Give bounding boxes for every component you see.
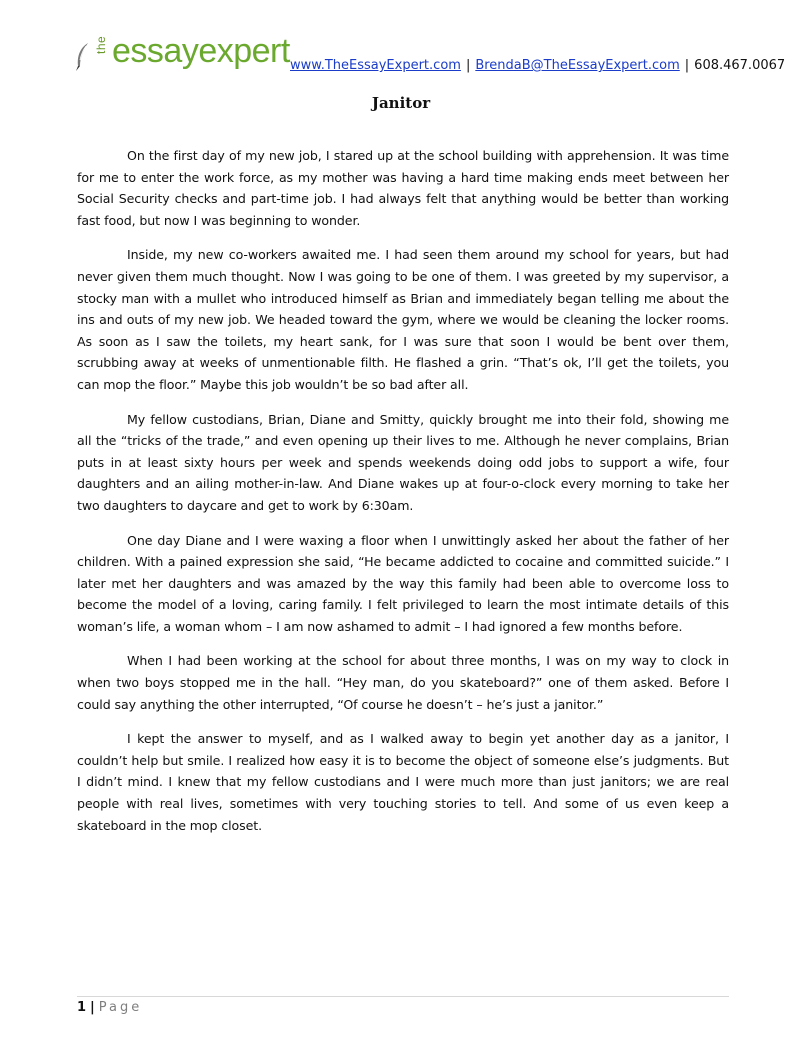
phone-number: 608.467.0067 [694,58,786,73]
quill-pen-icon [74,42,92,72]
paragraph: Inside, my new co-workers awaited me. I had seen them around my school for years, but had never given them much thought. Now I was going to be one of them. I was greeted by my supervisor, a stocky man with a mullet who introduced himself as Brian and immediately began telling me about the ins and outs of my new job. We headed toward the gym, where we would be cleaning the locker rooms. As soon as I saw the toilets, my heart sank, for I was sure that soon I would be bent over them, scrubbing away at weeks of unmentionable filth. He flashed a grin. “That’s ok, I’ll get the toilets, you can mop the floor.” Maybe this job wouldn’t be so bad after all. [77,247,729,392]
essay-title: Janitor [371,94,431,112]
paragraph: One day Diane and I were waxing a floor when I unwittingly asked her about the father of her children. With a pained expression she said, “He became addicted to cocaine and committed suicide.” I later met her daughters and was amazed by the way this family had been able to overcome loss to become the model of a loving, caring family. I felt privileged to learn the most intimate details of this woman’s life, a woman whom – I am now ashamed to admit – I had ignored a few months before. [77,532,729,634]
website-link[interactable]: www.TheEssayExpert.com [290,58,461,73]
footer-divider [77,996,729,997]
contact-separator: | [465,58,471,73]
contact-separator: | [684,58,690,73]
essay-expert-logo [74,30,290,80]
paragraph: My fellow custodians, Brian, Diane and Smitty, quickly brought me into their fold, showing me all the “tricks of the trade,” and even opening up their lives to me. Although he never complains, Brian puts in at least sixty hours per week and spends weekends doing odd jobs to support a wife, four daughters and an ailing mother-in-law. And Diane wakes up at four-o-clock every morning to take her two daughters to daycare and get to work by 6:30am. [77,411,729,513]
paragraph: I kept the answer to myself, and as I walked away to begin yet another day as a janitor, I couldn’t help but smile. I realized how easy it is to become the object of someone else’s judgments. But I didn’t mind. I knew that my fellow custodians and I were much more than just janitors; we are real people with real lives, sometimes with very touching stories to tell. And some of us even keep a skateboard in the mop closet. [77,731,729,833]
essay-body [77,145,729,849]
page-footer [77,1000,142,1015]
letterhead [74,30,786,80]
page-number: 1 [77,1000,87,1015]
page-label: Page [98,1000,143,1015]
paragraph: On the first day of my new job, I stared up at the school building with apprehension. It was time for me to enter the work force, as my mother was having a hard time making ends meet between her Social Security checks and part-time job. I had always felt that anything would be better than working fast food, but now I was beginning to wonder. [77,148,729,228]
logo-wordmark: essayexpert [112,32,290,70]
logo-prefix: the [94,35,108,54]
contact-line [290,58,785,73]
footer-separator: | [90,1000,95,1015]
paragraph: When I had been working at the school for about three months, I was on my way to clock in when two boys stopped me in the hall. “Hey man, do you skateboard?” one of them asked. Before I could say anything the other interrupted, “Of course he doesn’t – he’s just a janitor.” [77,653,729,712]
email-link[interactable]: BrendaB@TheEssayExpert.com [475,58,680,73]
